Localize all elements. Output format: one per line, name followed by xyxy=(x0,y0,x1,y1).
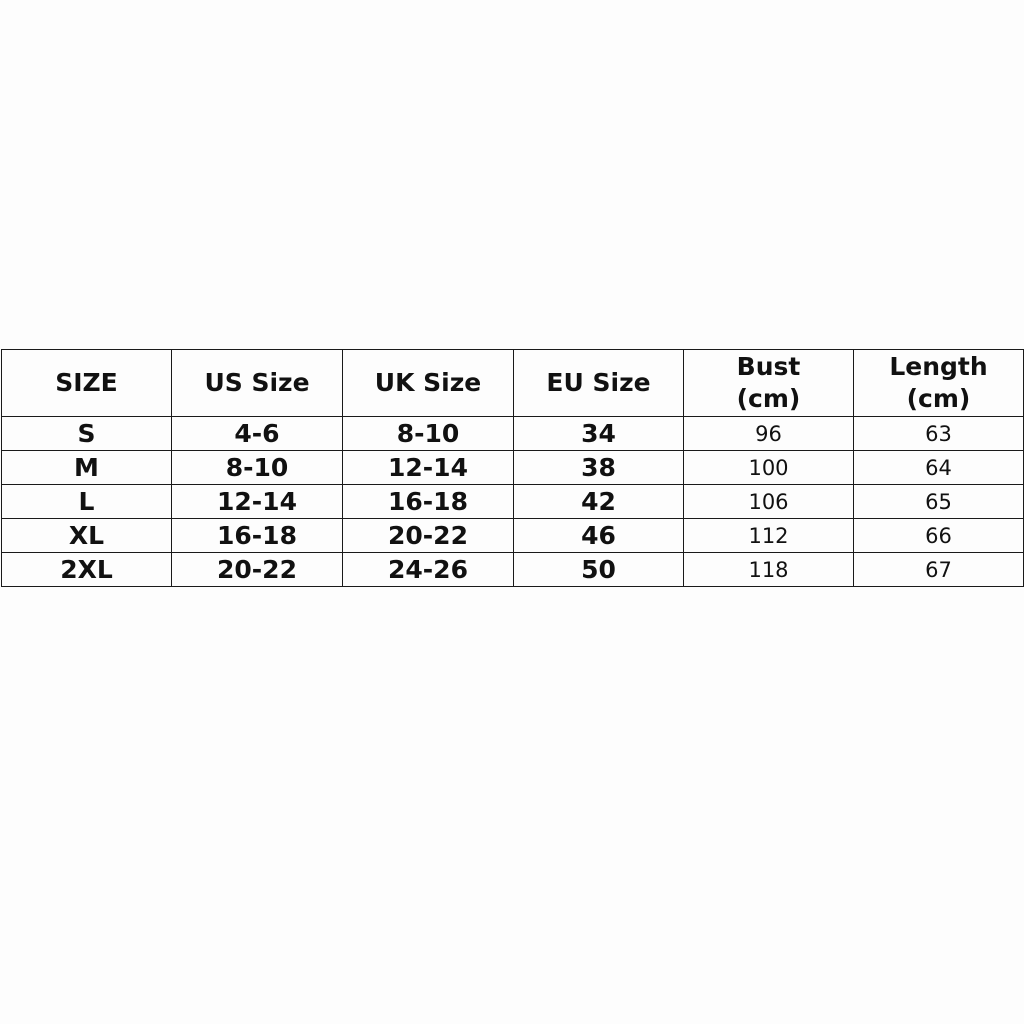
cell-uk-size: 12-14 xyxy=(343,451,514,485)
header-bust-line1: Bust xyxy=(736,352,801,381)
cell-eu-size: 34 xyxy=(514,417,684,451)
cell-eu-size: 50 xyxy=(514,553,684,587)
table-row xyxy=(2,553,1024,587)
header-length xyxy=(854,350,1024,417)
header-eu-size: EU Size xyxy=(514,350,684,417)
cell-us-size: 16-18 xyxy=(172,519,343,553)
cell-size: M xyxy=(2,451,172,485)
cell-length: 67 xyxy=(854,553,1024,587)
cell-us-size: 4-6 xyxy=(172,417,343,451)
table-row xyxy=(2,519,1024,553)
cell-size: L xyxy=(2,485,172,519)
cell-uk-size: 8-10 xyxy=(343,417,514,451)
table-row xyxy=(2,451,1024,485)
cell-eu-size: 38 xyxy=(514,451,684,485)
cell-length: 63 xyxy=(854,417,1024,451)
table-row xyxy=(2,417,1024,451)
cell-length: 66 xyxy=(854,519,1024,553)
cell-length: 64 xyxy=(854,451,1024,485)
cell-uk-size: 16-18 xyxy=(343,485,514,519)
header-uk-size: UK Size xyxy=(343,350,514,417)
header-bust-line2: (cm) xyxy=(736,384,801,413)
cell-bust: 112 xyxy=(684,519,854,553)
cell-size: 2XL xyxy=(2,553,172,587)
cell-bust: 106 xyxy=(684,485,854,519)
cell-us-size: 8-10 xyxy=(172,451,343,485)
header-bust xyxy=(684,350,854,417)
cell-length: 65 xyxy=(854,485,1024,519)
cell-eu-size: 42 xyxy=(514,485,684,519)
size-chart-table xyxy=(1,349,1024,587)
header-length-line2: (cm) xyxy=(906,384,971,413)
cell-size: S xyxy=(2,417,172,451)
header-us-size: US Size xyxy=(172,350,343,417)
cell-eu-size: 46 xyxy=(514,519,684,553)
cell-size: XL xyxy=(2,519,172,553)
cell-uk-size: 24-26 xyxy=(343,553,514,587)
cell-uk-size: 20-22 xyxy=(343,519,514,553)
cell-us-size: 20-22 xyxy=(172,553,343,587)
cell-bust: 100 xyxy=(684,451,854,485)
cell-us-size: 12-14 xyxy=(172,485,343,519)
header-length-line1: Length xyxy=(889,352,988,381)
header-row xyxy=(2,350,1024,417)
cell-bust: 96 xyxy=(684,417,854,451)
table-row xyxy=(2,485,1024,519)
cell-bust: 118 xyxy=(684,553,854,587)
header-size: SIZE xyxy=(2,350,172,417)
